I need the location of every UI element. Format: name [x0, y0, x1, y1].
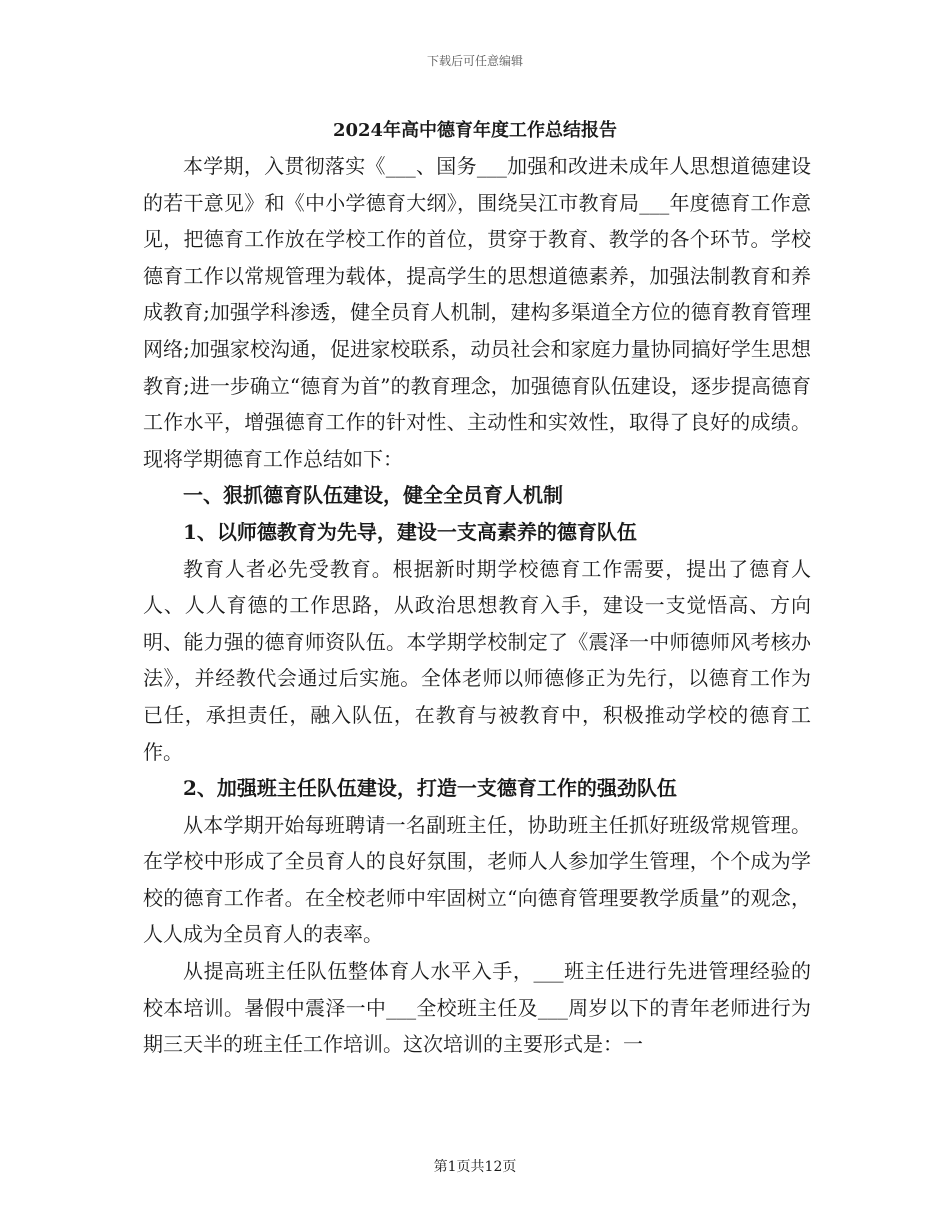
page-number-footer: 第1页共12页 [433, 1159, 517, 1175]
subsection-1-paragraph: 教育人者必先受教育。根据新时期学校德育工作需要，提出了德育人人、人人育德的工作思路，从政治思想教育入手，建设一支觉悟高、方向明、能力强的德育师资队伍。本学期学校制定了《震泽一中师德师风考核办法》，并经教代会通过后实施。全体老师以师德修正为先行，以德育工作为已任，承担责任，融入队伍，在教育与被教育中，积极推动学校的德育工作。 [143, 556, 811, 764]
section-heading-1: 一、狠抓德育队伍建设，健全全员育人机制 [183, 483, 563, 508]
document-body [143, 148, 811, 1063]
subsection-heading-1: 1、以师德教育为先导，建设一支高素养的德育队伍 [183, 519, 637, 544]
intro-paragraph: 本学期，入贯彻落实《___、国务___加强和改进未成年人思想道德建设的若干意见》和《中小学德育大纲》，围绕吴江市教育局___年度德育工作意见，把德育工作放在学校工作的首位，贯穿于教育、教学的各个环节。学校德育工作以常规管理为载体，提高学生的思想道德素养，加强法制教育和养成教育;加强学科渗透，健全员育人机制，建构多渠道全方位的德育教育管理网络;加强家校沟通，促进家校联系，动员社会和家庭力量协同搞好学生思想教育;进一步确立“德育为首”的教育理念，加强德育队伍建设，逐步提高德育工作水平，增强德育工作的针对性、主动性和实效性，取得了良好的成绩。现将学期德育工作总结如下： [143, 154, 811, 471]
document-title: 2024年高中德育年度工作总结报告 [332, 120, 618, 141]
subsection-heading-2: 2、加强班主任队伍建设，打造一支德育工作的强劲队伍 [183, 776, 677, 801]
subsection-2-paragraph-1: 从本学期开始每班聘请一名副班主任，协助班主任抓好班级常规管理。在学校中形成了全员育人的良好氛围，老师人人参加学生管理，个个成为学校的德育工作者。在全校老师中牢固树立“向德育管理要教学质量”的观念，人人成为全员育人的表率。 [143, 812, 811, 947]
page-header-note: 下载后可任意编辑 [426, 54, 523, 68]
subsection-2-paragraph-2: 从提高班主任队伍整体育人水平入手，___班主任进行先进管理经验的校本培训。暑假中震泽一中___全校班主任及___周岁以下的青年老师进行为期三天半的班主任工作培训。这次培训的主要形式是：一 [143, 959, 811, 1057]
